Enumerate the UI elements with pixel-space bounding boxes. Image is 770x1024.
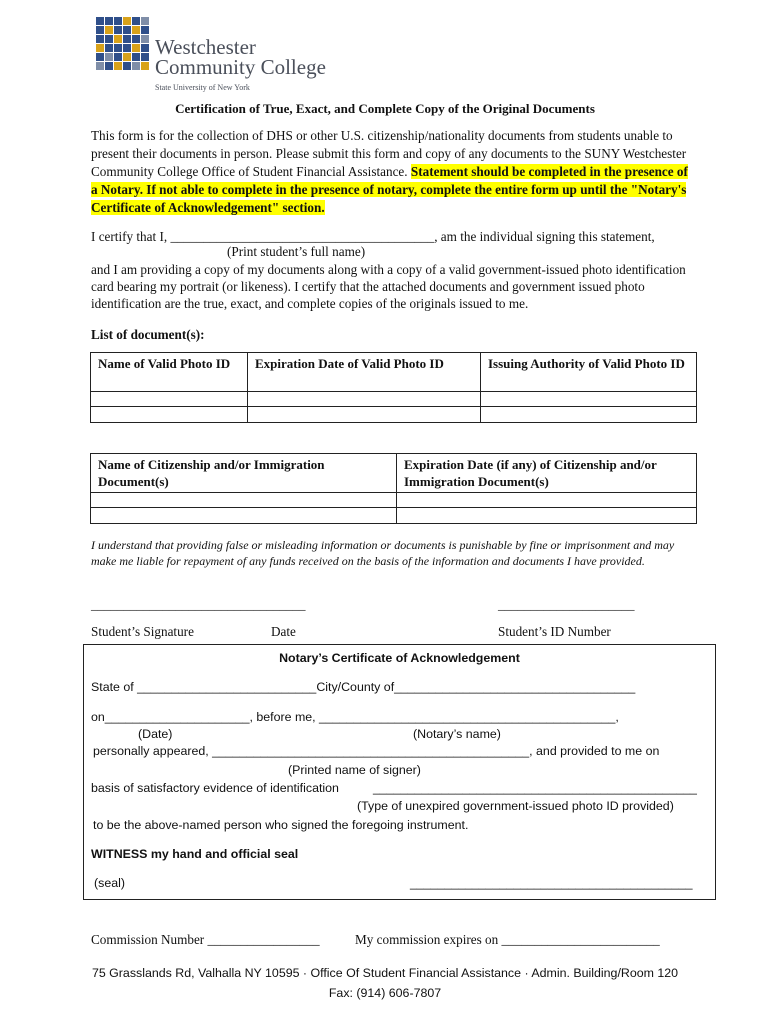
logo-square: [123, 17, 131, 25]
photo-id-table: [90, 352, 697, 423]
printed-name-caption: (Printed name of signer): [288, 763, 421, 777]
certify-body: and I am providing a copy of my documents along with a copy of a valid government-issued photo identification card bearing my portrait (or likeness). I certify that the attached documents and government issued photo identification are the true, exact, and complete copies of the originals issued to me.: [91, 262, 686, 311]
student-signature-label: Student’s Signature: [91, 624, 194, 639]
student-id-line[interactable]: _____________________: [498, 597, 635, 612]
photo-id-expiration-cell-2[interactable]: [248, 407, 481, 423]
logo-square: [114, 26, 122, 34]
college-name-line1: Westchester: [155, 35, 256, 59]
footer-fax: Fax: (914) 606-7807: [328, 986, 442, 1000]
logo-square: [123, 26, 131, 34]
logo-square: [105, 17, 113, 25]
logo-square: [96, 62, 104, 70]
date-label: Date: [271, 624, 296, 639]
header-photo-id-expiration: Expiration Date of Valid Photo ID: [248, 353, 481, 392]
immigration-document-table: [90, 453, 697, 524]
table-header-row: [91, 353, 697, 392]
table-row: [91, 392, 697, 407]
logo-square: [132, 35, 140, 43]
logo-square: [114, 17, 122, 25]
print-name-caption: (Print student’s full name): [227, 244, 366, 259]
certify-line: I certify that I, ________________________________________, am the individual signing this statement,: [91, 229, 655, 244]
intro-paragraph: [91, 127, 691, 217]
logo-square: [132, 44, 140, 52]
logo-square: [132, 26, 140, 34]
commission-number-line[interactable]: Commission Number _________________: [91, 932, 320, 947]
logo-square: [141, 62, 149, 70]
logo-square: [96, 53, 104, 61]
logo-square: [123, 44, 131, 52]
logo-square: [123, 53, 131, 61]
logo-square: [141, 53, 149, 61]
logo-square: [114, 53, 122, 61]
immigration-doc-expiration-cell-1[interactable]: [397, 493, 697, 508]
logo-square: [141, 26, 149, 34]
date-caption: (Date): [138, 727, 173, 741]
logo-square: [105, 44, 113, 52]
student-signature-line[interactable]: _________________________________: [91, 597, 306, 612]
logo-square: [105, 26, 113, 34]
logo-square: [132, 53, 140, 61]
personally-appeared-line[interactable]: personally appeared, ______________________________________________, and provided to me on: [93, 744, 660, 758]
table-row: [91, 493, 697, 508]
table-row: [91, 508, 697, 524]
page-title: Certification of True, Exact, and Complete Copy of the Original Documents: [175, 101, 595, 116]
logo-square: [132, 62, 140, 70]
header-photo-id-authority: Issuing Authority of Valid Photo ID: [481, 353, 697, 392]
student-id-label: Student’s ID Number: [498, 624, 611, 639]
college-name: [155, 37, 326, 77]
photo-id-authority-cell-1[interactable]: [481, 392, 697, 407]
seal-label: (seal): [94, 876, 125, 890]
notary-signature-line[interactable]: _________________________________________: [410, 876, 693, 890]
logo-square: [114, 62, 122, 70]
instrument-line: to be the above-named person who signed the foregoing instrument.: [93, 818, 469, 832]
notary-heading: Notary’s Certificate of Acknowledgement: [279, 651, 520, 665]
logo-square: [132, 17, 140, 25]
photo-id-authority-cell-2[interactable]: [481, 407, 697, 423]
logo-square: [96, 44, 104, 52]
logo-square: [96, 17, 104, 25]
header-immigration-doc-expiration: Expiration Date (if any) of Citizenship and/or Immigration Document(s): [397, 454, 697, 493]
logo-square: [123, 62, 131, 70]
photo-id-name-cell-2[interactable]: [91, 407, 248, 423]
date-notary-line[interactable]: on_____________________, before me, ___________________________________________,: [91, 710, 619, 724]
basis-label: basis of satisfactory evidence of identification: [91, 781, 339, 795]
notary-certificate-box: [83, 644, 716, 900]
identification-line[interactable]: _______________________________________________: [373, 781, 697, 795]
logo-square: [114, 35, 122, 43]
intro-text: This form is for the collection of DHS or other U.S. citizenship/nationality documents from students unable to present their documents in person. Please submit this form and copy of any documents to the SUNY Westchester Community College Office of Student Financial Assistance.: [91, 128, 687, 179]
logo-square: [141, 35, 149, 43]
college-name-line2: Community College: [155, 55, 326, 79]
logo-square: [105, 53, 113, 61]
header-immigration-doc-name: Name of Citizenship and/or Immigration Document(s): [91, 454, 397, 493]
footer-address: 75 Grasslands Rd, Valhalla NY 10595 · Office Of Student Financial Assistance · Admin. Building/Room 120: [91, 966, 679, 980]
immigration-doc-name-cell-1[interactable]: [91, 493, 397, 508]
header-photo-id-name: Name of Valid Photo ID: [91, 353, 248, 392]
disclaimer: I understand that providing false or misleading information or documents is punishable by fine or imprisonment and may make me liable for repayment of any funds received on the basis of the information and documents I have provided.: [91, 538, 675, 568]
logo-square: [105, 62, 113, 70]
logo-square: [96, 26, 104, 34]
immigration-doc-name-cell-2[interactable]: [91, 508, 397, 524]
logo-square: [114, 44, 122, 52]
state-county-line[interactable]: State of __________________________City/County of___________________________________: [91, 680, 636, 694]
photo-id-expiration-cell-1[interactable]: [248, 392, 481, 407]
id-type-caption: (Type of unexpired government-issued photo ID provided): [357, 799, 674, 813]
college-logo-mark: [96, 17, 150, 71]
immigration-doc-expiration-cell-2[interactable]: [397, 508, 697, 524]
logo-square: [141, 17, 149, 25]
logo-square: [96, 35, 104, 43]
photo-id-name-cell-1[interactable]: [91, 392, 248, 407]
logo-square: [105, 35, 113, 43]
logo-square: [141, 44, 149, 52]
documents-list-heading: List of document(s):: [91, 327, 205, 342]
commission-expires-line[interactable]: My commission expires on ________________________: [355, 932, 660, 947]
notary-instruction-highlight: Statement should be completed in the presence of a Notary. If not able to complete in the presence of notary, complete the entire form up until the "Notary's Certificate of Acknowledgement" section.: [91, 164, 688, 215]
table-header-row: [91, 454, 697, 493]
college-subtitle: State University of New York: [155, 83, 250, 92]
witness-label: WITNESS my hand and official seal: [91, 847, 299, 861]
logo-square: [123, 35, 131, 43]
table-row: [91, 407, 697, 423]
notary-name-caption: (Notary’s name): [413, 727, 501, 741]
